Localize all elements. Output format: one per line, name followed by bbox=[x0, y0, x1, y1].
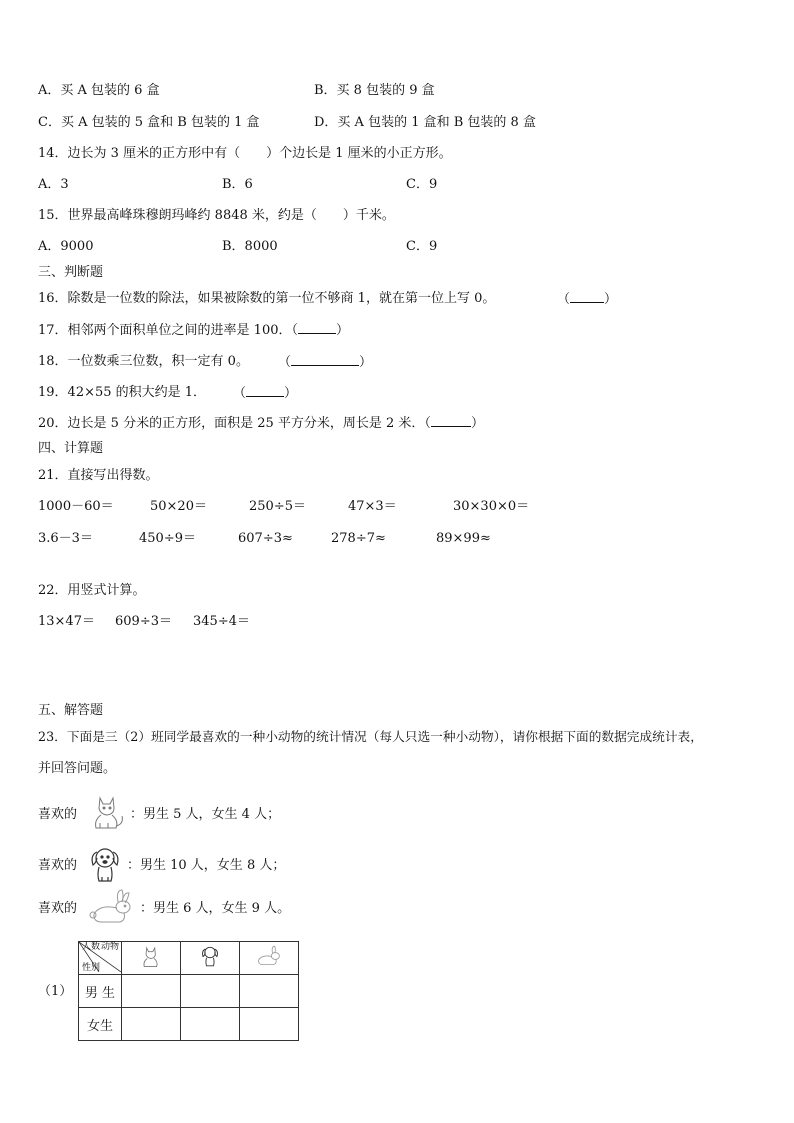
table-cell-input[interactable] bbox=[240, 1008, 299, 1041]
table-row bbox=[79, 1008, 299, 1041]
q14-option-b: B．6 bbox=[222, 177, 253, 192]
q14-option-a: A．3 bbox=[38, 177, 69, 192]
q18-text: 18．一位数乘三位数，积一定有 0。 bbox=[38, 354, 249, 369]
q21-item: 3.6－3＝ bbox=[38, 531, 93, 546]
q22-item: 345÷4＝ bbox=[193, 614, 250, 629]
q21-item: 607÷3≈ bbox=[238, 531, 293, 546]
q13-option-b: B．买 8 包装的 9 盒 bbox=[314, 83, 435, 98]
q21-item: 250÷5＝ bbox=[249, 499, 306, 514]
table-cell-input[interactable] bbox=[181, 1008, 240, 1041]
section-3-title: 三、判断题 bbox=[38, 265, 104, 280]
q21-item: 89×99≈ bbox=[436, 531, 491, 546]
statistics-table bbox=[78, 941, 299, 1041]
table-cell-input[interactable] bbox=[122, 975, 181, 1008]
table-cell-input[interactable] bbox=[181, 975, 240, 1008]
table-header-row bbox=[79, 942, 299, 975]
q15-option-a: A．9000 bbox=[38, 239, 94, 254]
q19-text: 19．42×55 的积大约是 1． bbox=[38, 385, 207, 400]
q14-option-c: C．9 bbox=[406, 177, 438, 192]
header-rabbit-cell bbox=[240, 942, 299, 975]
q15-option-c: C．9 bbox=[406, 239, 438, 254]
header-dog-cell bbox=[181, 942, 240, 975]
q21-item: 1000－60＝ bbox=[38, 499, 114, 514]
header-cat-cell bbox=[122, 942, 181, 975]
q14-text: 14．边长为 3 厘米的正方形中有（ ）个边长是 1 厘米的小正方形。 bbox=[38, 146, 452, 161]
like-label: 喜欢的 bbox=[38, 901, 78, 916]
q22-title: 22．用竖式计算。 bbox=[38, 583, 146, 598]
q21-item: 50×20＝ bbox=[150, 499, 207, 514]
q18-answer-blank[interactable]: （ ） bbox=[278, 355, 373, 370]
dog-icon bbox=[199, 943, 221, 969]
q23-text-line2: 并回答问题。 bbox=[38, 761, 117, 776]
row-label-girl: 女生 bbox=[79, 1008, 122, 1041]
header-renshu: 人数 bbox=[82, 942, 101, 952]
diagonal-header-cell bbox=[79, 942, 122, 975]
q15-text: 15．世界最高峰珠穆朗玛峰约 8848 米，约是（ ）千米。 bbox=[38, 208, 395, 223]
q20-text: 20．边长是 5 分米的正方形，面积是 25 平方分米，周长是 2 米．（ ） bbox=[38, 416, 484, 431]
q23-text-line1: 23．下面是三（2）班同学最喜欢的一种小动物的统计情况（每人只选一种小动物），请你根据下面的数据完成统计表， bbox=[38, 729, 703, 744]
header-dongwu: 动物 bbox=[100, 942, 119, 952]
q17-text: 17．相邻两个面积单位之间的进率是 100．（ ） bbox=[38, 323, 350, 338]
table-cell-input[interactable] bbox=[122, 1008, 181, 1041]
q17-answer-blank[interactable]: （ ） bbox=[291, 323, 350, 338]
rabbit-stat: ：男生 6 人，女生 9 人。 bbox=[140, 901, 291, 916]
q21-item: 47×3＝ bbox=[348, 499, 397, 514]
q21-item: 30×30×0＝ bbox=[453, 499, 530, 514]
q13-option-c: C．买 A 包装的 5 盒和 B 包装的 1 盒 bbox=[38, 115, 260, 130]
q13-option-d: D．买 A 包装的 1 盒和 B 包装的 8 盒 bbox=[314, 115, 536, 130]
rabbit-icon bbox=[254, 945, 284, 967]
table-cell-input[interactable] bbox=[240, 975, 299, 1008]
q21-item: 450÷9＝ bbox=[139, 531, 196, 546]
q22-item: 13×47＝ bbox=[38, 614, 95, 629]
part-1-label: （1） bbox=[38, 984, 73, 999]
q19-answer-blank[interactable]: （ ） bbox=[233, 386, 298, 401]
q20-answer-blank[interactable]: （ ） bbox=[424, 416, 484, 431]
dog-icon bbox=[86, 843, 124, 885]
like-label: 喜欢的 bbox=[38, 858, 78, 873]
section-5-title: 五、解答题 bbox=[38, 703, 104, 718]
q21-title: 21．直接写出得数。 bbox=[38, 468, 159, 483]
q13-option-a: A．买 A 包装的 6 盒 bbox=[38, 83, 160, 98]
q16-answer-blank[interactable]: （ ） bbox=[557, 292, 618, 307]
cat-stat: ：男生 5 人，女生 4 人； bbox=[130, 807, 281, 822]
table-row bbox=[79, 975, 299, 1008]
rabbit-icon bbox=[86, 888, 138, 926]
like-label: 喜欢的 bbox=[38, 807, 78, 822]
dog-stat: ：男生 10 人，女生 8 人； bbox=[127, 858, 286, 873]
q22-item: 609÷3＝ bbox=[115, 614, 172, 629]
cat-icon bbox=[86, 790, 128, 832]
q21-item: 278÷7≈ bbox=[331, 531, 386, 546]
header-xingbie: 性别 bbox=[82, 963, 101, 973]
q16-text: 16．除数是一位数的除法，如果被除数的第一位不够商 1，就在第一位上写 0。 bbox=[38, 291, 496, 306]
q15-option-b: B．8000 bbox=[222, 239, 278, 254]
section-4-title: 四、计算题 bbox=[38, 441, 104, 456]
cat-icon bbox=[138, 943, 164, 969]
row-label-boy: 男 生 bbox=[79, 975, 122, 1008]
